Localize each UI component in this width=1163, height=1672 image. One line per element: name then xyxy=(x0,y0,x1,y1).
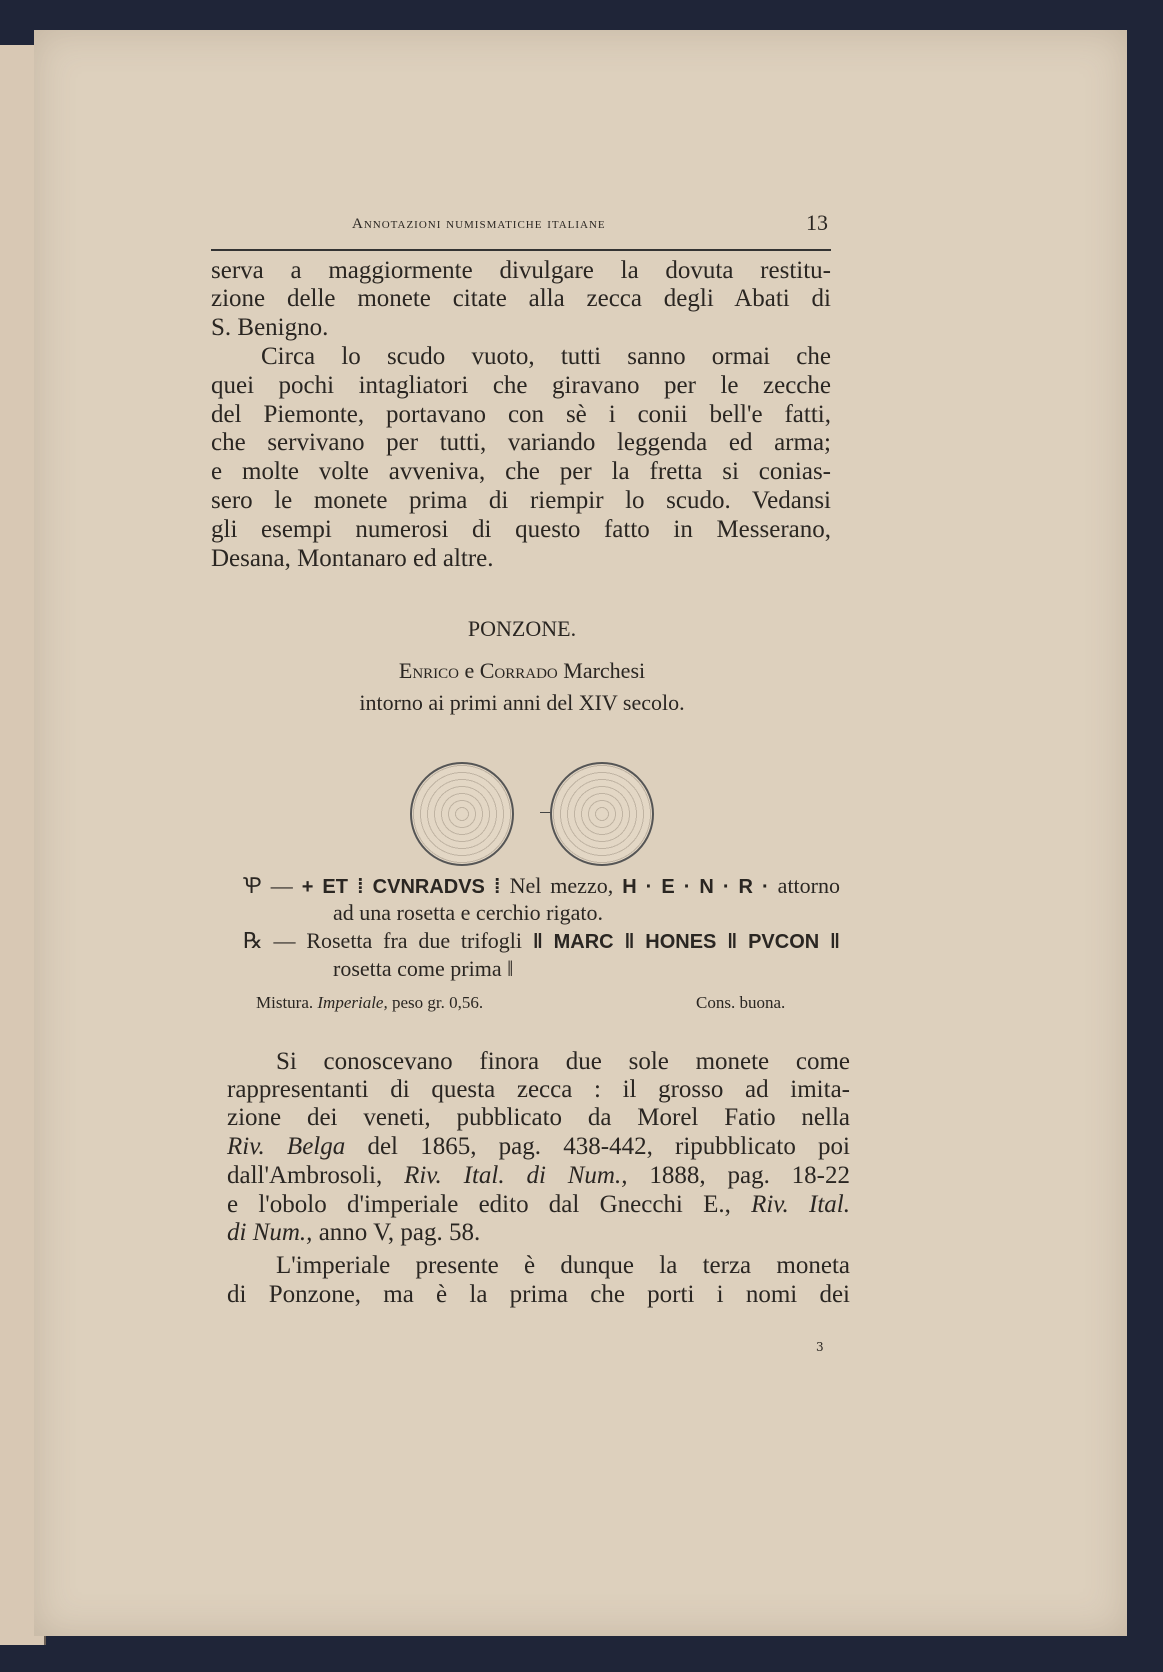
text-segment: sero le monete prima di riempir lo scudo. Vedansi xyxy=(211,487,831,514)
text-segment: Ꝕ — xyxy=(243,873,302,898)
running-title: Annotazioni numismatiche italiane xyxy=(352,216,606,232)
text-line xyxy=(211,544,831,574)
text-line xyxy=(696,988,846,1018)
text-segment: ad una rosetta e cerchio rigato. xyxy=(333,900,603,925)
text-line xyxy=(256,988,656,1018)
text-segment: Riv. Ital. xyxy=(751,1191,850,1218)
text-line xyxy=(211,428,831,458)
text-line xyxy=(227,1161,850,1191)
text-line xyxy=(227,1103,850,1133)
text-line xyxy=(211,371,831,401)
text-segment: dall'Ambrosoli, xyxy=(227,1162,405,1189)
header-rule xyxy=(211,249,831,251)
text-segment: ℞ — Rosetta fra due trifogli xyxy=(243,928,533,953)
text-line xyxy=(211,313,831,343)
text-segment: Riv. Belga xyxy=(227,1133,346,1160)
text-segment: ‖ MARC ‖ HONES ‖ PVCON ‖ xyxy=(532,931,840,953)
text-segment: Corrado xyxy=(479,658,558,683)
text-line xyxy=(227,1132,850,1162)
text-segment: Cons. buona. xyxy=(696,993,786,1012)
text-line xyxy=(211,457,831,487)
text-line xyxy=(333,954,733,984)
text-segment: zione dei veneti, pubblicato da Morel Fatio nella xyxy=(227,1104,850,1131)
text-line xyxy=(211,515,831,545)
signature-mark: 3 xyxy=(816,1340,824,1354)
text-line xyxy=(211,400,831,430)
text-line xyxy=(333,898,733,928)
text-segment: rosetta come prima ‖ xyxy=(333,956,514,981)
text-segment: attorno xyxy=(768,873,840,898)
text-line xyxy=(261,342,831,372)
text-line xyxy=(276,1251,850,1281)
text-line xyxy=(227,1218,850,1248)
text-line xyxy=(322,688,722,718)
text-line xyxy=(227,1190,850,1220)
text-segment: del 1865, pag. 438-442, ripubblicato poi xyxy=(345,1133,850,1160)
text-segment: H · E · N · R · xyxy=(622,876,769,898)
text-segment: serva a maggiormente divulgare la dovuta restitu- xyxy=(211,257,831,284)
text-segment: e xyxy=(458,658,480,683)
text-segment: PONZONE. xyxy=(467,616,577,641)
text-line xyxy=(211,486,831,516)
text-line xyxy=(276,1047,850,1077)
text-segment: Enrico xyxy=(398,658,459,683)
text-segment: Desana, Montanaro ed altre. xyxy=(211,545,494,572)
text-segment: quei pochi intagliatori che giravano per le zecche xyxy=(211,372,831,399)
page-number: 13 xyxy=(806,210,828,235)
text-segment: zione delle monete citate alla zecca degli Abati di xyxy=(211,285,831,312)
text-line xyxy=(211,284,831,314)
text-segment: e l'obolo d'imperiale edito dal Gnecchi E., xyxy=(227,1191,752,1218)
text-segment: rappresentanti di questa zecca : il grosso ad imita- xyxy=(227,1076,850,1103)
text-segment: di Num., xyxy=(227,1219,313,1246)
text-segment: anno V, pag. 58. xyxy=(312,1219,481,1246)
text-segment: Si conoscevano finora due sole monete come xyxy=(276,1048,850,1075)
text-segment: 1888, pag. 18-22 xyxy=(627,1162,850,1189)
text-segment: del Piemonte, portavano con sè i conii bell'e fatti, xyxy=(211,401,831,428)
text-line xyxy=(227,1075,850,1105)
text-segment: S. Benigno. xyxy=(211,314,329,341)
text-segment: Nel mezzo, xyxy=(500,873,623,898)
text-segment: intorno ai primi anni del XIV secolo. xyxy=(359,690,685,715)
text-segment: che servivano per tutti, variando leggenda ed arma; xyxy=(211,429,831,456)
text-line xyxy=(322,614,722,644)
text-segment: + ET ⁞ CVNRADVS ⁞ xyxy=(301,876,501,898)
coin-obverse-image xyxy=(410,762,514,866)
text-segment: di Ponzone, ma è la prima che porti i nomi dei xyxy=(227,1281,850,1308)
text-segment: gli esempi numerosi di questo fatto in Messerano, xyxy=(211,516,831,543)
text-segment: Marchesi xyxy=(557,658,646,683)
text-segment: e molte volte avveniva, che per la fretta si conias- xyxy=(211,458,831,485)
text-segment: Circa lo scudo vuoto, tutti sanno ormai che xyxy=(261,343,831,370)
text-segment: peso gr. 0,56. xyxy=(387,993,484,1012)
text-line xyxy=(243,926,840,957)
text-line xyxy=(227,1280,850,1310)
text-segment: L'imperiale presente è dunque la terza moneta xyxy=(276,1252,850,1279)
text-line xyxy=(322,656,722,686)
text-segment: Mistura. xyxy=(256,993,318,1012)
text-line xyxy=(211,256,831,286)
text-segment: Imperiale, xyxy=(317,993,388,1012)
text-segment: Riv. Ital. di Num., xyxy=(404,1162,628,1189)
coin-reverse-image xyxy=(550,762,654,866)
